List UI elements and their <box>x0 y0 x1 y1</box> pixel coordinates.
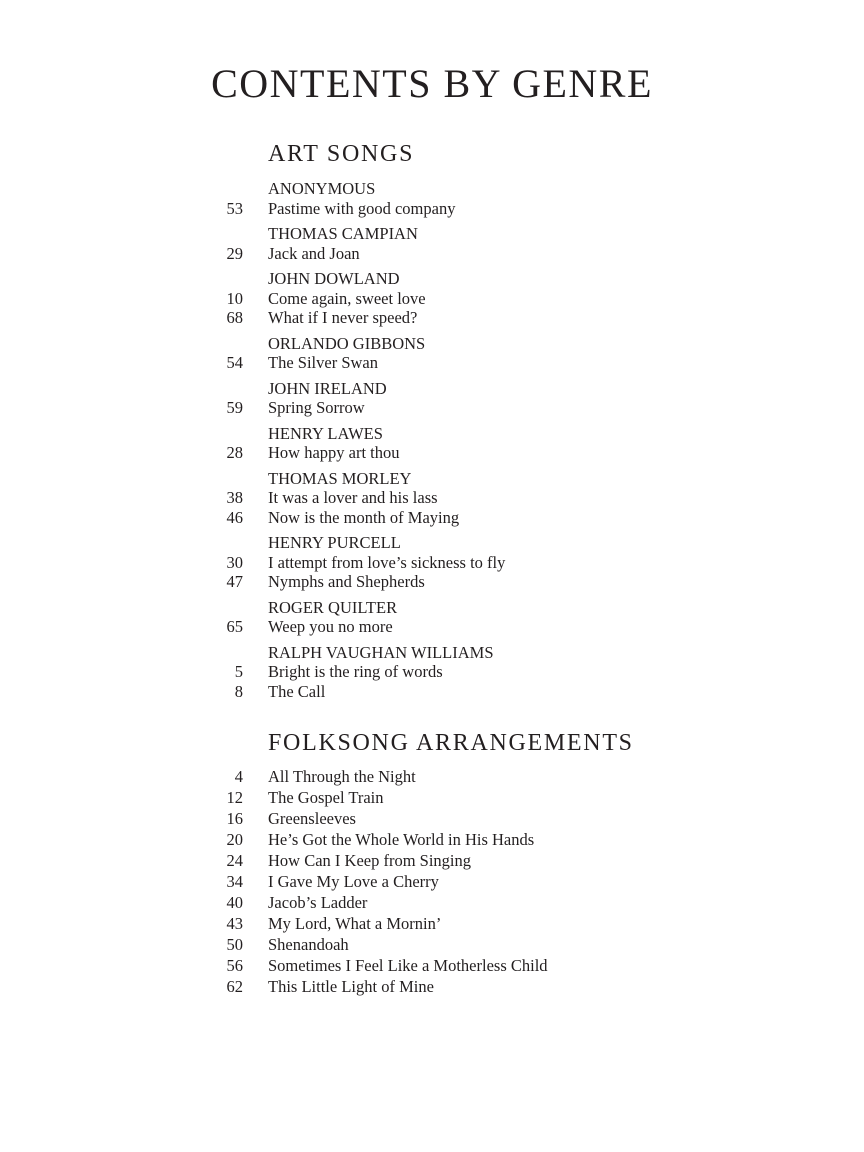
entry-title: I Gave My Love a Cherry <box>268 872 439 891</box>
composer-row <box>150 334 864 354</box>
section-heading: ART SONGS <box>268 141 415 167</box>
entry-page-number: 54 <box>226 353 243 372</box>
composer-name: ROGER QUILTER <box>268 597 398 617</box>
entry-page-number: 30 <box>226 552 243 572</box>
composer-name: ORLANDO GIBBONS <box>268 333 426 353</box>
entry-page-number: 10 <box>226 288 243 308</box>
toc-entry <box>150 199 864 219</box>
toc-entry <box>150 662 864 682</box>
entry-page-number: 65 <box>226 617 243 636</box>
composer-group <box>150 766 864 997</box>
composer-name: THOMAS CAMPIAN <box>268 224 418 243</box>
composer-name: RALPH VAUGHAN WILLIAMS <box>268 642 494 662</box>
entry-page-number <box>150 533 243 553</box>
toc-entry <box>150 976 864 997</box>
composer-row <box>150 179 864 199</box>
toc-entry <box>150 913 864 934</box>
entry-title: This Little Light of Mine <box>268 977 434 996</box>
entry-title: Shenandoah <box>268 935 349 954</box>
toc-entry <box>150 787 864 808</box>
toc-entry <box>150 682 864 702</box>
composer-row <box>150 533 864 553</box>
composer-group <box>150 533 864 592</box>
composer-row <box>150 643 864 663</box>
entry-page-number: 62 <box>226 977 243 996</box>
toc-entry <box>150 850 864 871</box>
entry-page-number <box>150 269 243 289</box>
entry-page-number: 5 <box>234 662 243 681</box>
entry-page-number: 47 <box>226 572 243 591</box>
toc-entry <box>150 617 864 637</box>
composer-name: JOHN IRELAND <box>268 378 387 398</box>
entry-page-number: 29 <box>226 243 243 263</box>
entry-title: The Gospel Train <box>268 788 384 807</box>
toc-entry <box>150 553 864 573</box>
entry-title: It was a lover and his lass <box>268 488 438 507</box>
page-title: CONTENTS BY GENRE <box>211 61 653 106</box>
composer-row <box>150 424 864 444</box>
composer-row <box>150 469 864 489</box>
toc-entry <box>150 398 864 418</box>
composer-row <box>150 598 864 618</box>
entry-title: What if I never speed? <box>268 308 418 327</box>
entry-page-number: 59 <box>226 398 243 417</box>
entry-title: Greensleeves <box>268 809 356 828</box>
composer-group <box>150 334 864 373</box>
composer-name: JOHN DOWLAND <box>268 269 400 288</box>
composer-group <box>150 269 864 328</box>
composer-group <box>150 424 864 463</box>
composer-group <box>150 598 864 637</box>
section-heading: FOLKSONG ARRANGEMENTS <box>268 730 634 756</box>
entry-title: Jack and Joan <box>268 243 360 263</box>
entry-page-number: 50 <box>226 935 243 954</box>
entry-title: Nymphs and Shepherds <box>268 572 425 591</box>
toc-entry <box>150 488 864 508</box>
entry-title: Bright is the ring of words <box>268 662 443 681</box>
toc-entry <box>150 289 864 309</box>
toc-entry <box>150 443 864 463</box>
entry-title: Spring Sorrow <box>268 398 365 417</box>
entry-title: Now is the month of Maying <box>268 507 460 527</box>
entry-title: Jacob’s Ladder <box>268 893 368 912</box>
section-groups <box>150 179 864 701</box>
entry-page-number <box>150 424 243 444</box>
contents-body <box>150 140 864 997</box>
composer-row <box>150 269 864 289</box>
toc-entry <box>150 829 864 850</box>
toc-entry <box>150 934 864 955</box>
section-art-songs <box>150 140 864 701</box>
entry-page-number: 38 <box>226 488 243 507</box>
composer-group <box>150 379 864 418</box>
entry-page-number: 34 <box>226 872 243 891</box>
toc-entry <box>150 308 864 328</box>
entry-page-number: 12 <box>226 788 243 807</box>
toc-entry <box>150 508 864 528</box>
entry-page-number: 53 <box>226 198 243 218</box>
entry-title: Pastime with good company <box>268 198 456 218</box>
toc-entry <box>150 353 864 373</box>
entry-page-number: 68 <box>226 308 243 327</box>
toc-entry <box>150 572 864 592</box>
composer-name: THOMAS MORLEY <box>268 468 412 488</box>
entry-page-number: 8 <box>234 681 243 701</box>
entry-page-number <box>150 598 243 618</box>
composer-row <box>150 224 864 244</box>
entry-title: The Call <box>268 681 326 701</box>
entry-title: Weep you no more <box>268 617 393 636</box>
section-groups <box>150 766 864 997</box>
entry-title: How Can I Keep from Singing <box>268 851 472 870</box>
entry-page-number <box>150 469 243 489</box>
toc-entry <box>150 871 864 892</box>
entry-page-number: 20 <box>226 830 243 849</box>
composer-group <box>150 643 864 702</box>
toc-entry <box>150 244 864 264</box>
entry-title: All Through the Night <box>268 767 416 786</box>
entry-title: Come again, sweet love <box>268 288 426 308</box>
entry-title: My Lord, What a Mornin’ <box>268 914 442 933</box>
entry-page-number: 4 <box>234 767 243 786</box>
entry-page-number: 56 <box>226 956 243 975</box>
composer-row <box>150 379 864 399</box>
entry-page-number <box>150 643 243 663</box>
entry-page-number: 28 <box>226 443 243 462</box>
entry-page-number: 43 <box>226 914 243 933</box>
composer-name: HENRY PURCELL <box>268 533 401 552</box>
entry-page-number: 16 <box>226 809 243 828</box>
toc-entry <box>150 808 864 829</box>
composer-group <box>150 179 864 218</box>
composer-group <box>150 469 864 528</box>
entry-page-number <box>150 334 243 354</box>
entry-title: How happy art thou <box>268 443 400 462</box>
entry-page-number: 40 <box>226 893 243 912</box>
composer-name: ANONYMOUS <box>268 179 376 198</box>
entry-page-number <box>150 224 243 244</box>
entry-title: Sometimes I Feel Like a Motherless Child <box>268 956 548 975</box>
toc-entry <box>150 892 864 913</box>
composer-group <box>150 224 864 263</box>
entry-page-number <box>150 379 243 399</box>
entry-title: I attempt from love’s sickness to fly <box>268 552 506 572</box>
toc-entry <box>150 766 864 787</box>
section-folksong-arrangements <box>150 729 864 997</box>
entry-page-number: 46 <box>226 507 243 527</box>
entry-title: The Silver Swan <box>268 353 378 372</box>
composer-name: HENRY LAWES <box>268 423 383 443</box>
entry-title: He’s Got the Whole World in His Hands <box>268 830 535 849</box>
toc-entry <box>150 955 864 976</box>
entry-page-number <box>150 179 243 199</box>
entry-page-number: 24 <box>226 851 243 870</box>
